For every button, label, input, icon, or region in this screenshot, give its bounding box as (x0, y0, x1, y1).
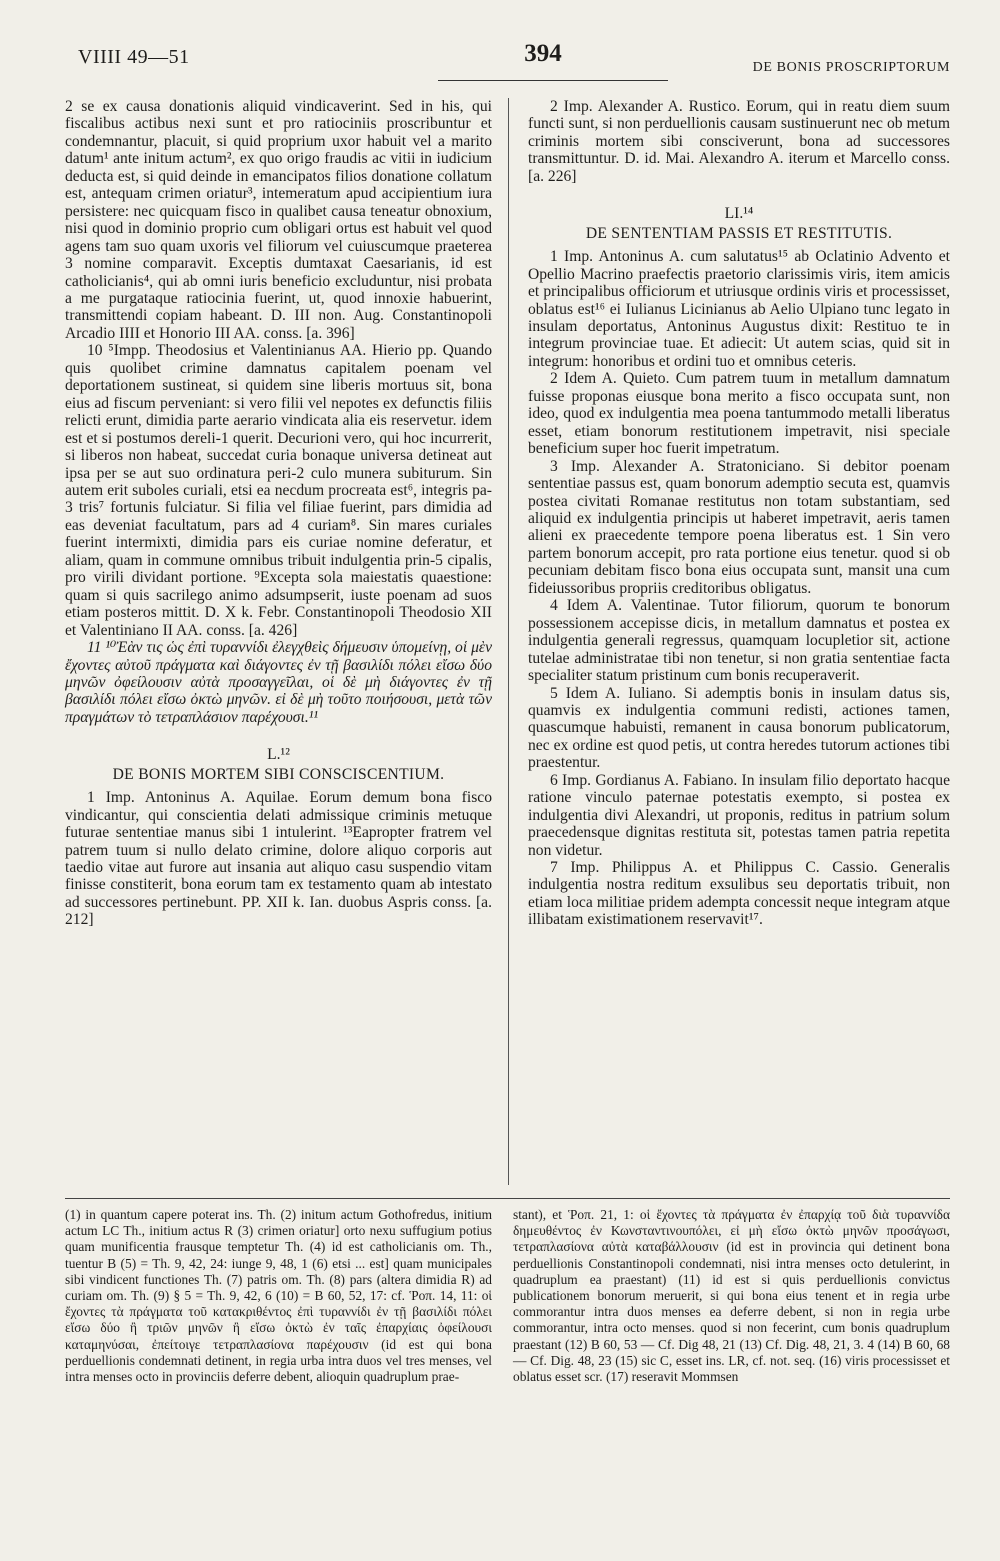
footnote-text: stant), et Ῥοπ. 21, 1: οἱ ἔχοντες τὰ πράγματα ἐν ἐπαρχίᾳ τοῦ διὰ τυραννίδα δημευθέντος ἐν Κωνσταντινουπόλει, εἰ μὴ εἴσω ὀκτὼ μηνῶν προσάγωσι, τετραπλασίονα αὐτὰ καταβάλλουσιν (id est in provincia qui detinent bona perduellionis Constantinopoli condemnati, nisi intra menses octo detulerint, in quadruplum ea praestant) (11) id est si quis perduellionis convictus publicationem bonorum meruerit, si qui bona eius tenent et in regia urbe commorantur intra duos menses ea deferre debent, si non in regia urbe commorantur, intra octo menses. quod si non fecerint, cum bonis quadruplum praestant (12) B 60, 53 — Cf. Dig 48, 21 (13) Cf. Dig. 48, 21, 3. 4 (14) B 60, 68 — Cf. Dig. 48, 23 (15) sic C, esset ins. LR, cf. not. seq. (16) viris processisset et oblatus esset scr. (17) reseravit Mommsen (513, 1207, 950, 1385)
paragraph: 4 Idem A. Valentinae. Tutor filiorum, quorum te bonorum possessionem accepisse dicis, in metallum damnatus et postea ex indulgentia generali regressus, quamquam locupletior sit, actione tutelae administratae tibi non tenetur, si non gratia sententiae facta specialiter statum pristinum cum bonis recuperaverit. (528, 597, 950, 685)
footnotes-left (65, 1207, 492, 1385)
section-title: DE SENTENTIAM PASSIS ET RESTITUTIS. (585, 224, 893, 242)
paragraph: 6 Imp. Gordianus A. Fabiano. In insulam filio deportato hacque ratione vinculo paternae potestatis exempto, si postea ex indulgentia divi Alexandri, ut proponis, reditus in patrium solum praecedensque dignitas restituta sit, potestas tamen patria repetita non videtur. (528, 771, 950, 859)
footnotes-right (513, 1207, 950, 1385)
paragraph: 1 Imp. Antoninus A. cum salutatus¹⁵ ab Oclatinio Advento et Opellio Macrino praefectis praetorio clarissimis viris, item amicis et principalibus officiorum et utriusque ordinis viris et processisset, oblatus est¹⁶ ei Iulianus Licinianus ab Aelio Ulpiano tunc legato in insulam deportatus, Antoninus Augustus dixit: Restituo te in integrum provinciae tuae. Et adiecit: Ut autem scias, quid sit in integrum: honoribus et ordini tuo et omnibus ceteris. (528, 248, 950, 370)
page-number: 394 (524, 40, 562, 67)
greek-paragraph: 11 ¹⁰Ἐὰν τις ὡς ἐπὶ τυραννίδι ἐλεγχθεὶς δήμευσιν ὑπομείνῃ, οἱ μὲν ἔχοντες αὐτοῦ πράγματα καὶ διάγοντες ἐν τῇ βασιλίδι πόλει εἴσω δύο μηνῶν ὀφείλουσιν αὐτὰ προσαγγεῖλαι, οἱ δὲ μὴ διάγοντες ἐν τῇ βασιλίδι πόλει εἴσω ὀκτὼ μηνῶν. εἰ δὲ μὴ τοῦτο ποιήσουσι, μετὰ τῶν πραγμάτων τὸ τετραπλάσιον παρέχουσι.¹¹ (65, 639, 492, 726)
paragraph: 7 Imp. Philippus A. et Philippus C. Cassio. Generalis indulgentia nostra reditum exsulibus seu deportatis tribuit, non etiam loca militiae pridem adempta concessit neque integram atque illibatam existimationem reservavit¹⁷. (528, 859, 950, 929)
paragraph: 2 Imp. Alexander A. Rustico. Eorum, qui in reatu diem suum functi sunt, si non perduellionis causam sustinuerunt nec ob metum criminis mortem sibi consciverunt, bona ad successores transmittuntur. D. id. Mai. Alexandro A. iterum et Marcello conss. [a. 226] (528, 98, 950, 185)
paragraph: 2 se ex causa donationis aliquid vindicaverint. Sed in his, qui fiscalibus actibus nexi sunt et pro ratiociniis proscribuntur et condemnantur, placuit, si quid proprium uxor habuit vel a marito datum¹ ante initum actum², ex quo origo fraudis ac vitii in iudicium deducta est, si quid deinde in emancipatos filios donatione collatum est, antequam crimen oriatur³, intemeratum apud accipientium iura persistere: nec quicquam fisco in qualibet causa teneatur obnoxium, nisi quod in dominio proprio cum obligari ortus est habuit vel quod agens tam suo quam uxoris vel filiorum vel cuiuscumque praeterea 3 nomine comparavit. Exceptis dumtaxat Caesarianis, id est catholicianis⁴, qui ab omni iuris beneficio excluduntur, nisi probata a me purgataque ratiocinia fuerint, ut, quod innoxie habuerint, transmittendi copiam habeant. D. III non. Aug. Constantinopoli Arcadio IIII et Honorio III AA. conss. [a. 396] (65, 98, 492, 342)
section-number: LI.¹⁴ (724, 205, 754, 223)
column-divider (508, 98, 509, 1185)
paragraph: 1 Imp. Antoninus A. Aquilae. Eorum demum bona fisco vindicantur, qui conscientia delati admissique criminis metuque futurae sententiae manus sibi 1 intulerint. ¹³Eapropter fratrem vel patrem tuum si nullo delato crimine, dolore aliquo corporis aut taedio vitae aut furore aut insania aut aliquo casu suspendio vitam finisse constiterit, bona eorum tam ex testamento quam ab intestato ad successores pertinebunt. PP. XII k. Ian. duobus Aspris conss. [a. 212] (65, 789, 492, 929)
left-column (65, 98, 492, 929)
header-rule (438, 80, 668, 81)
page-header (78, 40, 950, 90)
section-title: DE BONIS MORTEM SIBI CONSCISCENTIUM. (112, 765, 445, 783)
book-reference: VIIII 49—51 (78, 46, 190, 68)
footnote-text: (1) in quantum capere poterat ins. Th. (2) initum actum Gothofredus, initium actum LC Th., initium actus R (3) crimen oriatur] orto nexu suffugium potius quam munificentia frausque temptetur Th. (4) id est catholicianis om. Th., tuentur B (5) = Th. 9, 42, 24: iunge 9, 48, 1 (6) etsi ... est] quam municipales sibi vindicent functiones Th. (7) patris om. Th. (8) pars (altera dimidia R) ad curiam om. Th. (9) § 5 = Th. 9, 42, 6 (10) = B 60, 52, 17: cf. Ῥοπ. 14, 11: οἱ ἔχοντες τὰ πράγματα τοῦ κατακριθέντος ἐπὶ τυραννίδι ἐν τῇ βασιλίδι πόλει εἴσω δύο ἢ τριῶν μηνῶν ἢ εἴσω ὀκτὼ ἐν ταῖς ἐπαρχίαις ὀφείλουσι καταμηνύσαι, ἐπείτοιγε τετραπλασίονα παρέχουσιν (id est qui bona perduellionis condemnati detinent, in regia urba intra duos vel tres menses, vel intra menses octo in provinciis deferre debent, alioquin quadruplum prae- (65, 1207, 492, 1385)
paragraph: 3 Imp. Alexander A. Stratoniciano. Si debitor poenam sententiae passus est, quam bonorum ademptio secuta est, quamvis postea civitati Romanae restitutus non totam substantiam, sed aliquid ex indulgentia principis ut haberet impetravit, aeris tamen alieni ex praecedente tempore poena liberatus est. 1 Sin vero partem bonorum accepit, pro rata portione eius tenetur. quod si ob pecuniam debitam fisco bona eius occupata sunt, mansit una cum fideiussoribus propriis creditoribus obligatus. (528, 457, 950, 597)
running-title: DE BONIS PROSCRIPTORUM (752, 60, 950, 75)
section-number: L.¹² (267, 746, 290, 764)
paragraph: 2 Idem A. Quieto. Cum patrem tuum in metallum damnatum fuisse proponas eiusque bona merito a fisco occupata sunt, non ideo, quod ex indulgentia mea poena tantummodo metalli liberatus esset, etiam bonorum restitutionem impetravit, nisi speciale beneficium super hoc fuerit impetratum. (528, 370, 950, 458)
paragraph: 10 ⁵Impp. Theodosius et Valentinianus AA. Hierio pp. Quando quis quolibet crimine damnatus capitalem poenam vel deportationem sustineat, si quidem sine liberis mortuus sit, bona eius ad fiscum perveniant: si vero filii vel nepotes ex defunctis filiis relicti erunt, dimidia parte aerario vindicata alia eis reservetur. idem est et si postumos dereli-1 querit. Decurioni vero, qui hoc incurrerit, si liberos non habeat, succedat curia bonaque universa detineat aut ipsa per se aut suo ordinatura peri-2 culo munera subiturum. Sin autem erit suboles curiali, etsi ea necdum procreata est⁶, integris pa-3 tris⁷ fortunis fulciatur. Si filia vel filiae fuerint, pars dimidia ad eas deveniat facultatum, pars ad 4 curiam⁸. Sin mares curiales fuerint intermixti, dimidia pars eis curiae nomine deferatur, et aliam, quam in commune omnibus tribuit indulgentia prin-5 cipalis, pro virili dividant portione. ⁹Excepta sola maiestatis quaestione: quam si quis sacrilego animo adsumpserit, iuste poenam ad suos etiam posteros mittit. D. X k. Febr. Constantinopoli Theodosio XII et Valentiniano II AA. conss. [a. 426] (65, 342, 492, 639)
paragraph: 5 Idem A. Iuliano. Si ademptis bonis in insulam datus sis, quamvis ex indulgentia communi redisti, actiones tamen, quascumque habuisti, remanent in causa bonorum publicatorum, nec ex ordine est quod petis, ut contra heredes tutorum actiones tibi praestentur. (528, 684, 950, 772)
right-column (528, 98, 950, 929)
footnote-rule (65, 1198, 950, 1199)
